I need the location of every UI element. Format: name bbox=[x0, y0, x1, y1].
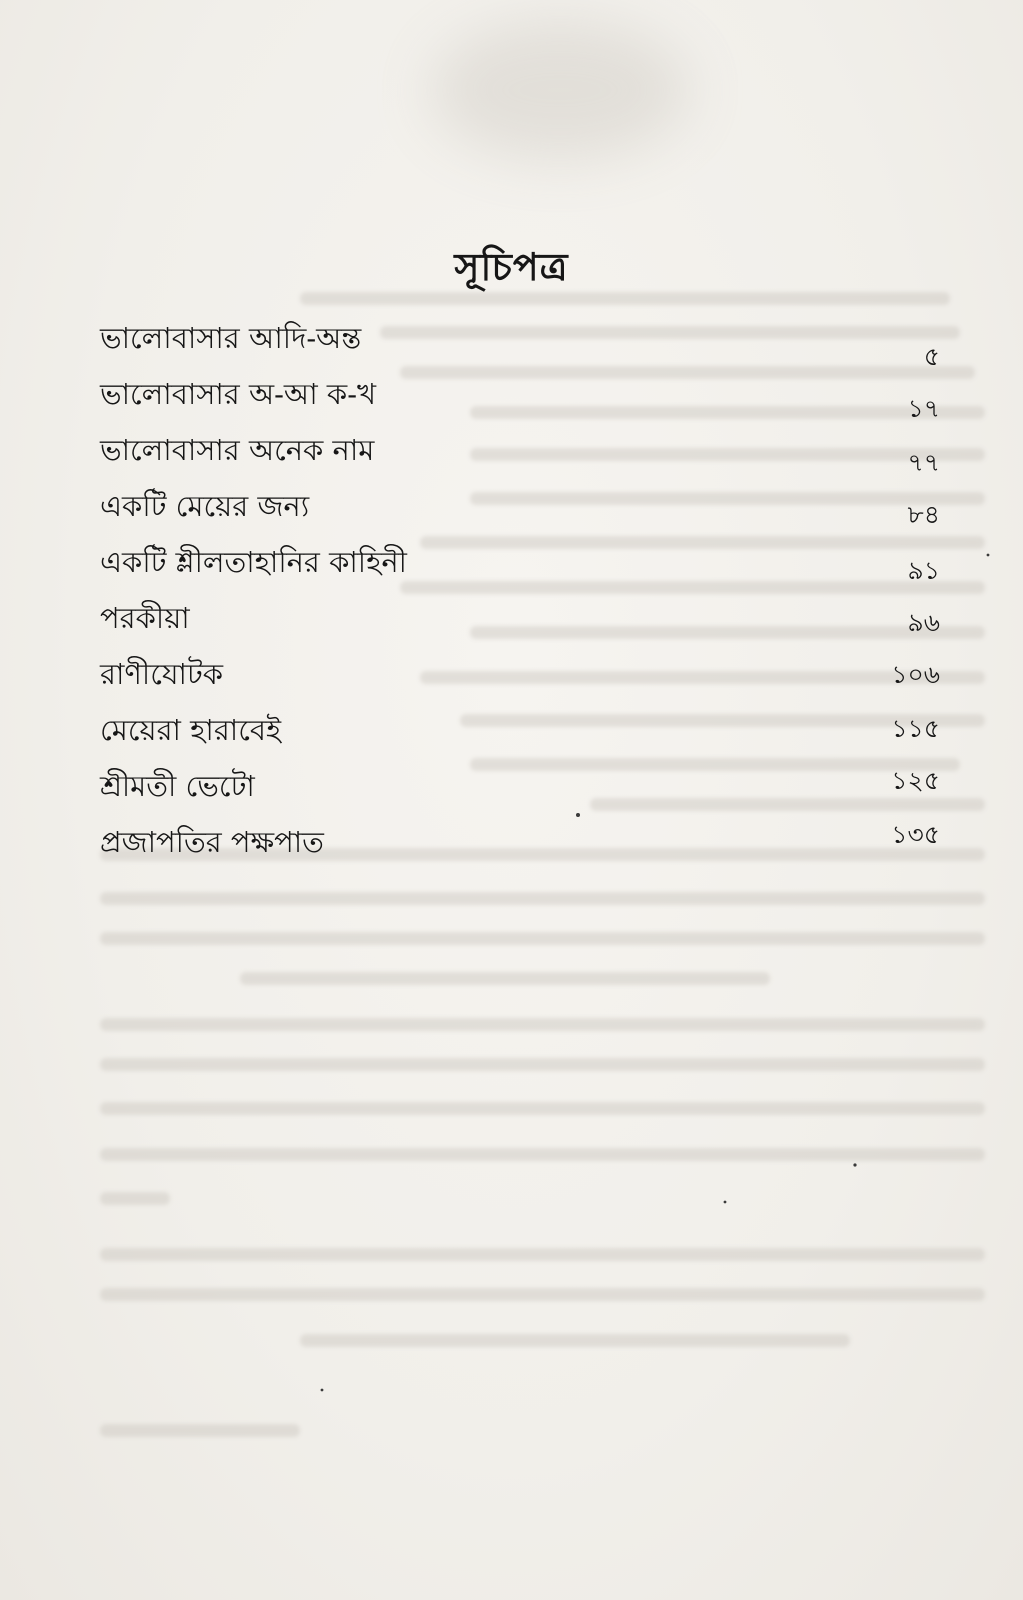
table-of-contents bbox=[100, 312, 940, 872]
toc-entry-page: ৭৭ bbox=[907, 447, 940, 477]
toc-entry-page: ৯১ bbox=[907, 555, 940, 585]
toc-entry-title: মেয়েরা হারাবেই bbox=[100, 712, 282, 747]
toc-entry-title: পরকীয়া bbox=[100, 600, 190, 635]
toc-entry-title: ভালোবাসার অ-আ ক-খ bbox=[100, 376, 377, 411]
toc-entry-title: শ্রীমতী ভেটো bbox=[100, 768, 255, 803]
toc-entry-title: ভালোবাসার আদি-অন্ত bbox=[100, 320, 362, 355]
toc-entry-page: ১১৫ bbox=[891, 713, 940, 743]
toc-entry bbox=[100, 816, 940, 872]
toc-entry-page: ১৩৫ bbox=[891, 819, 940, 849]
toc-entry bbox=[100, 536, 940, 592]
toc-entry bbox=[100, 704, 940, 760]
toc-entry-page: ৮৪ bbox=[907, 499, 940, 529]
toc-entry-title: একটি শ্লীলতাহানির কাহিনী bbox=[100, 544, 407, 579]
toc-entry-page: ৯৬ bbox=[907, 607, 940, 637]
toc-entry-page: ১০৬ bbox=[891, 659, 940, 689]
toc-entry-page: ১৭ bbox=[907, 393, 940, 423]
toc-entry bbox=[100, 760, 940, 816]
toc-entry-title: ভালোবাসার অনেক নাম bbox=[100, 432, 375, 467]
toc-entry bbox=[100, 648, 940, 704]
toc-entry-title: একটি মেয়ের জন্য bbox=[100, 488, 310, 523]
toc-entry bbox=[100, 368, 940, 424]
toc-entry bbox=[100, 424, 940, 480]
toc-entry-page: ১২৫ bbox=[891, 765, 940, 795]
toc-entry bbox=[100, 592, 940, 648]
toc-entry bbox=[100, 312, 940, 371]
toc-entry-page: ৫ bbox=[923, 341, 940, 371]
toc-entry-title: রাণীযোটক bbox=[100, 656, 224, 691]
toc-entry-title: প্রজাপতির পক্ষপাত bbox=[100, 824, 324, 859]
page-title: সূচিপত্র bbox=[454, 244, 569, 289]
toc-entry bbox=[100, 480, 940, 536]
